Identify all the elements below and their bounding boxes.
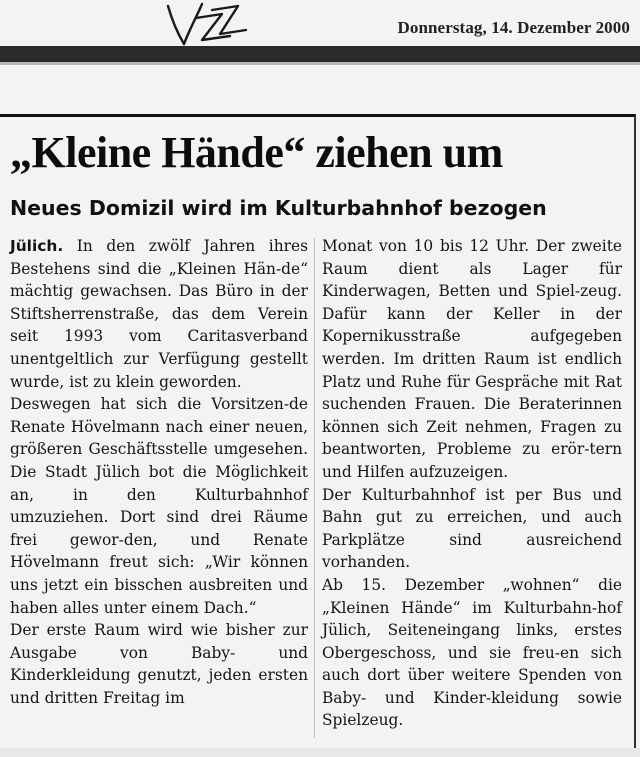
article-paragraph-text: In den zwölf Jahren ihres Bestehens sind die „Kleinen Hän-de“ mächtig gewachsen. Das Büro in der Stiftsherrenstraße, das dem Verein seit 1993 vom Caritasverband unentgeltlich zur Verfügung gestellt wurde, ist zu klein geworden. [10, 237, 308, 391]
article-headline: „Kleine Hände“ ziehen um [10, 128, 503, 177]
article-paragraph: Monat von 10 bis 12 Uhr. Der zweite Raum dient als Lager für Kinderwagen, Betten und Spiel-zeug. Dafür kann der Keller in der Kopernikusstraße aufgegeben werden. Im dritten Raum ist endlich Platz und Ruhe für Gespräche mit Rat suchenden Frauen. Die Beraterinnen können sich Zeit nehmen, Fragen zu beantworten, Probleme zu erör-tern und Hilfen aufzuzeigen. [322, 237, 622, 481]
article-column-left [10, 235, 308, 709]
handwritten-pen-mark [150, 0, 260, 48]
article-column-right [322, 235, 622, 732]
article-paragraph: Der Kulturbahnhof ist per Bus und Bahn gut zu erreichen, und auch Parkplätze sind ausreichend vorhanden. [322, 485, 622, 572]
article-subheadline: Neues Domizil wird im Kulturbahnhof bezogen [10, 196, 547, 220]
article-paragraph: Deswegen hat sich die Vorsitzen-de Renate Hövelmann nach einer neuen, größeren Geschäftsstelle umgesehen. Die Stadt Jülich bot die Möglichkeit an, in den Kulturbahnhof umzuziehen. Dort sind drei Räume frei gewor-den, und Renate Hövelmann freut sich: „Wir können uns jetzt ein bisschen ausbreiten und haben alles unter einem Dach.“ [10, 395, 308, 617]
article-paragraph: Ab 15. Dezember „wohnen“ die „Kleinen Hände“ im Kulturbahn-hof Jülich, Seiteneingang links, erstes Obergeschoss, und sie freu-en sich auch dort über weitere Spenden von Baby- und Kinder-kleidung sowie Spielzeug. [322, 575, 622, 730]
column-divider [314, 238, 315, 738]
clipping-bottom-edge [0, 748, 640, 757]
article-paragraph: Der erste Raum wird wie bisher zur Ausgabe von Baby- und Kinderkleidung genutzt, jeden ersten und dritten Freitag im [10, 621, 308, 707]
header-rule [0, 46, 640, 63]
header-rule-shadow [0, 62, 640, 65]
newspaper-date: Donnerstag, 14. Dezember 2000 [397, 18, 630, 37]
article-paragraph [10, 235, 308, 393]
article-dateline: Jülich. [10, 237, 64, 255]
